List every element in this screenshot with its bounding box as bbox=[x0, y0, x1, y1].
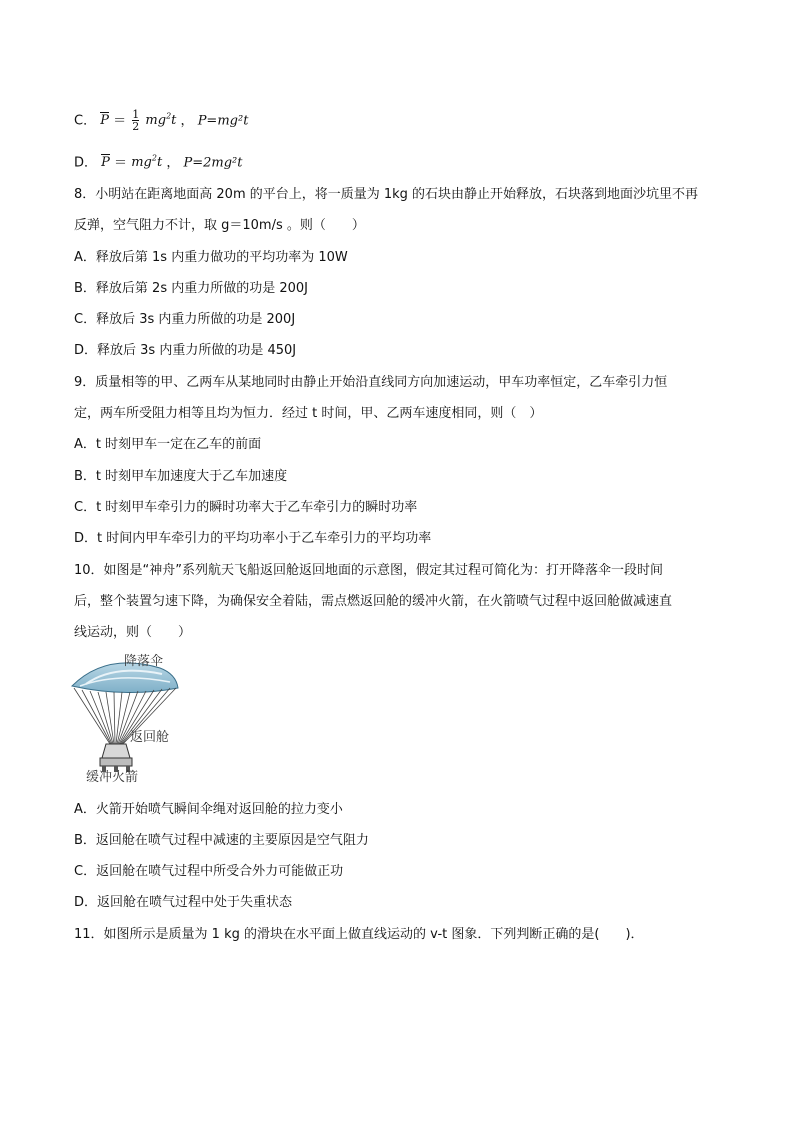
question-11-line1: 11．如图所示是质量为 1 kg 的滑块在水平面上做直线运动的 v-t 图象．下列判断正确的是( )． bbox=[74, 927, 644, 942]
question-9-option-c: C．t 时刻甲车牵引力的瞬时功率大于乙车牵引力的瞬时功率 bbox=[74, 500, 418, 515]
question-8-line1: 8．小明站在距离地面高 20m 的平台上，将一质量为 1kg 的石块由静止开始释放，石块落到地面沙坑里不再 bbox=[74, 187, 699, 202]
question-10-line1: 10．如图是“神舟”系列航天飞船返回舱返回地面的示意图，假定其过程可简化为：打开降落伞一段时间 bbox=[74, 563, 664, 578]
average-power-symbol: P bbox=[101, 155, 110, 171]
question-8-line2: 反弹，空气阻力不计，取 g＝10m/s 。则（ ） bbox=[74, 218, 365, 233]
fraction-half: $\frac{1}{2}$ bbox=[132, 108, 140, 134]
instant-power-formula: P=2mg²t bbox=[183, 155, 243, 171]
option-label: D． bbox=[74, 155, 98, 171]
capsule-icon bbox=[102, 744, 130, 758]
question-10-option-b: B．返回舱在喷气过程中减速的主要原因是空气阻力 bbox=[74, 833, 369, 848]
parachute-label: 降落伞 bbox=[124, 654, 164, 669]
option-c-prev: C． P ＝ $\frac{1}{2}$ $mg^2t$ ， P=mg²t bbox=[74, 108, 249, 134]
question-10-option-d: D．返回舱在喷气过程中处于失重状态 bbox=[74, 895, 293, 910]
question-8-option-d: D．释放后 3s 内重力所做的功是 450J bbox=[74, 343, 297, 358]
question-8-option-c: C．释放后 3s 内重力所做的功是 200J bbox=[74, 312, 296, 327]
rocket-label: 缓冲火箭 bbox=[86, 770, 139, 785]
question-10-option-c: C．返回舱在喷气过程中所受合外力可能做正功 bbox=[74, 864, 344, 879]
formula: $mg^2t$ bbox=[145, 112, 177, 129]
separator: ， bbox=[180, 113, 194, 129]
option-d-prev: D． $P = mg^2t$ ， P=2mg²t bbox=[74, 154, 243, 171]
formula: $mg^2t$ bbox=[131, 154, 163, 171]
question-9-line1: 9．质量相等的甲、乙两车从某地同时由静止开始沿直线同方向加速运动，甲车功率恒定，乙车牵引力恒 bbox=[74, 375, 668, 390]
question-8-option-a: A．释放后第 1s 内重力做功的平均功率为 10W bbox=[74, 250, 348, 265]
separator: ， bbox=[166, 155, 180, 171]
question-9-line2: 定，两车所受阻力相等且均为恒力．经过 t 时间，甲、乙两车速度相同，则（ ） bbox=[74, 406, 543, 421]
parachute-figure bbox=[66, 650, 186, 790]
option-label: C． bbox=[74, 113, 97, 129]
question-9-option-a: A．t 时刻甲车一定在乙车的前面 bbox=[74, 437, 262, 452]
question-10-option-a: A．火箭开始喷气瞬间伞绳对返回舱的拉力变小 bbox=[74, 802, 343, 817]
question-9-option-b: B．t 时刻甲车加速度大于乙车加速度 bbox=[74, 469, 288, 484]
capsule-label: 返回舱 bbox=[130, 730, 170, 745]
average-power-symbol: P bbox=[100, 113, 109, 129]
instant-power-formula: P=mg²t bbox=[197, 113, 249, 129]
question-10-line3: 线运动，则（ ） bbox=[74, 625, 192, 640]
question-8-option-b: B．释放后第 2s 内重力所做的功是 200J bbox=[74, 281, 309, 296]
question-9-option-d: D．t 时间内甲车牵引力的平均功率小于乙车牵引力的平均功率 bbox=[74, 531, 432, 546]
question-10-line2: 后，整个装置匀速下降，为确保安全着陆，需点燃返回舱的缓冲火箭，在火箭喷气过程中返回舱做减速直 bbox=[74, 594, 673, 609]
